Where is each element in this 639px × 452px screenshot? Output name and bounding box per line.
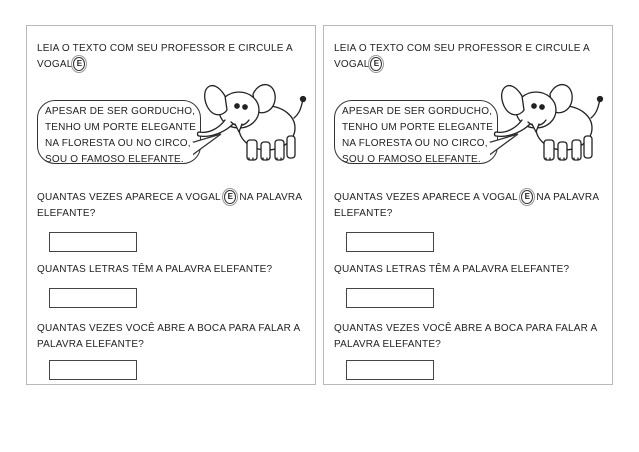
question-3 <box>334 321 597 353</box>
speech-bubble-text <box>45 104 196 168</box>
circled-vowel-e: E <box>370 57 382 71</box>
question-1-text-a: QUANTAS VEZES APARECE A VOGAL <box>37 192 221 203</box>
question-1-text-b: NA PALAVRA <box>239 192 303 203</box>
question-1-text-b: NA PALAVRA <box>536 192 600 203</box>
answer-box-1[interactable] <box>49 232 137 252</box>
bubble-line-2: TENHO UM PORTE ELEGANTE <box>342 122 494 133</box>
answer-box-3[interactable] <box>49 360 137 380</box>
question-1 <box>37 190 302 222</box>
question-3 <box>37 321 300 353</box>
bubble-line-1: APESAR DE SER GORDUCHO, <box>45 106 196 117</box>
instruction-line-1: LEIA O TEXTO COM SEU PROFESSOR E CIRCULE A <box>334 43 590 54</box>
bubble-line-3: NA FLORESTA OU NO CIRCO, <box>342 138 488 149</box>
question-1-text-c: ELEFANTE? <box>334 208 393 219</box>
circled-vowel-e: E <box>73 57 85 71</box>
circled-vowel-e: E <box>224 190 236 204</box>
answer-box-3[interactable] <box>346 360 434 380</box>
bubble-line-4: SOU O FAMOSO ELEFANTE. <box>342 154 481 165</box>
instruction-line-2: VOGAL <box>37 59 73 70</box>
bubble-line-2: TENHO UM PORTE ELEGANTE <box>45 122 197 133</box>
worksheet-left <box>26 25 316 385</box>
bubble-line-3: NA FLORESTA OU NO CIRCO, <box>45 138 191 149</box>
question-2: QUANTAS LETRAS TÊM A PALAVRA ELEFANTE? <box>37 264 273 275</box>
question-1-text-a: QUANTAS VEZES APARECE A VOGAL <box>334 192 518 203</box>
elephant-icon <box>195 66 310 166</box>
question-1-text-c: ELEFANTE? <box>37 208 96 219</box>
answer-box-1[interactable] <box>346 232 434 252</box>
bubble-line-4: SOU O FAMOSO ELEFANTE. <box>45 154 184 165</box>
question-3-line-2: PALAVRA ELEFANTE? <box>37 339 144 350</box>
elephant-icon <box>492 66 607 166</box>
instruction-line-1: LEIA O TEXTO COM SEU PROFESSOR E CIRCULE A <box>37 43 293 54</box>
question-3-line-2: PALAVRA ELEFANTE? <box>334 339 441 350</box>
question-3-line-1: QUANTAS VEZES VOCÊ ABRE A BOCA PARA FALAR A <box>37 323 301 334</box>
speech-bubble-text <box>342 104 493 168</box>
worksheet-right <box>323 25 613 385</box>
question-3-line-1: QUANTAS VEZES VOCÊ ABRE A BOCA PARA FALAR A <box>334 323 598 334</box>
question-2: QUANTAS LETRAS TÊM A PALAVRA ELEFANTE? <box>334 264 570 275</box>
answer-box-2[interactable] <box>49 288 137 308</box>
question-1 <box>334 190 599 222</box>
circled-vowel-e: E <box>521 190 533 204</box>
answer-box-2[interactable] <box>346 288 434 308</box>
bubble-line-1: APESAR DE SER GORDUCHO, <box>342 106 493 117</box>
instruction-line-2: VOGAL <box>334 59 370 70</box>
